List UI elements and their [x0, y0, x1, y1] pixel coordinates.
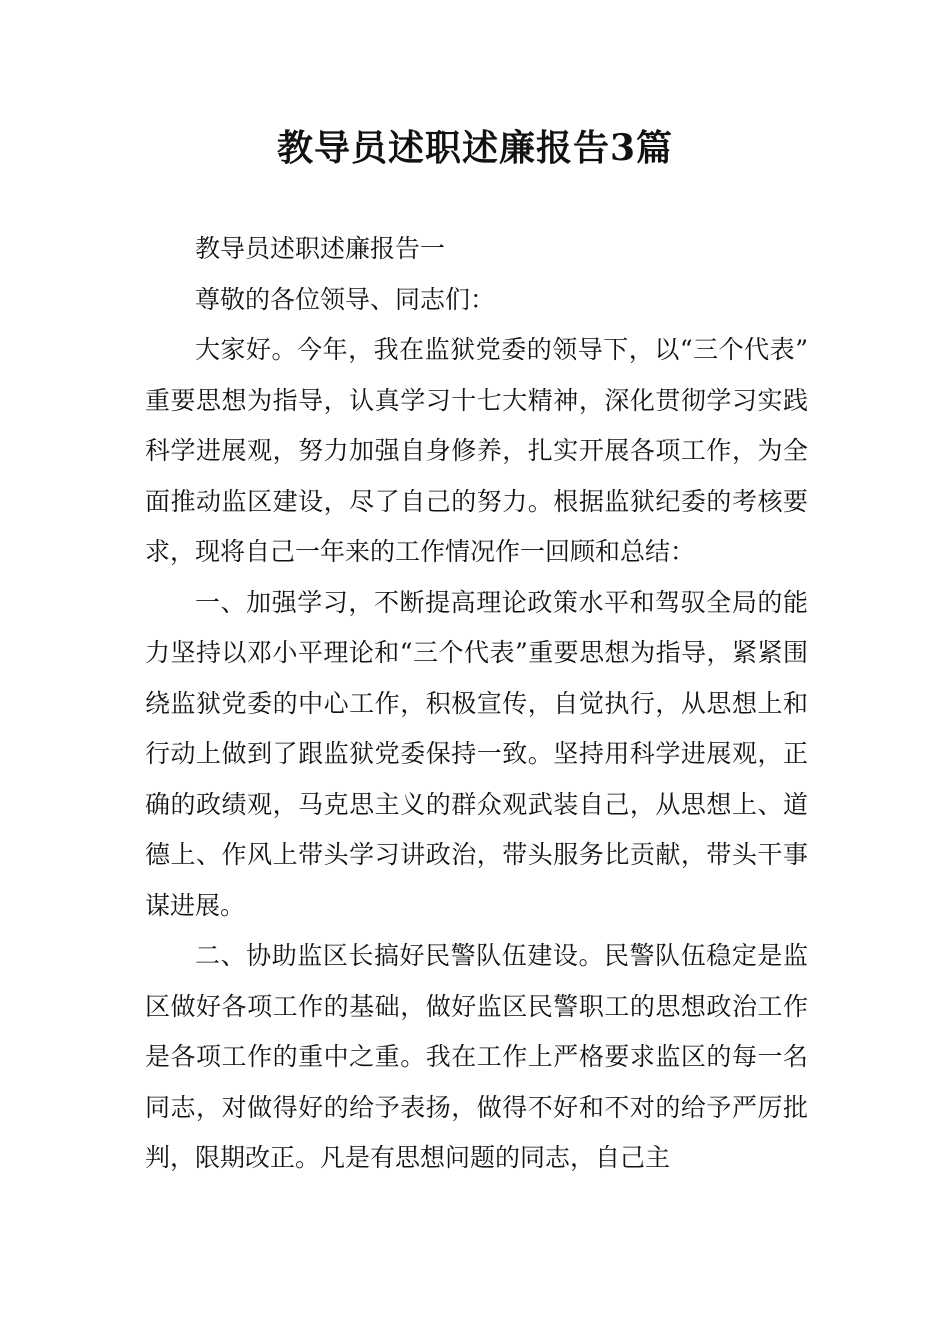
document-title: 教导员述职述廉报告3篇: [276, 127, 674, 169]
body-paragraph-study: 一、加强学习，不断提高理论政策水平和驾驭全局的能力坚持以邓小平理论和“三个代表”重要思想为指导，紧紧围绕监狱党委的中心工作，积极宣传，自觉执行，从思想上和行动上做到了跟监狱党委保持一致。坚持用科学进展观，正确的政绩观，马克思主义的群众观武装自己，从思想上、道德上、作风上带头学习讲政治，带头服务比贡献，带头干事谋进展。: [145, 587, 808, 920]
salutation: 尊敬的各位领导、同志们：: [195, 284, 496, 314]
document-body: [145, 224, 808, 1184]
body-paragraph-team: 二、协助监区长搞好民警队伍建设。民警队伍稳定是监区做好各项工作的基础，做好监区民警职工的思想政治工作是各项工作的重中之重。我在工作上严格要求监区的每一名同志，对做得好的给予表扬，做得不好和不对的给予严厉批判，限期改正。凡是有思想问题的同志，自己主: [145, 941, 808, 1172]
body-paragraph-intro: 大家好。今年，我在监狱党委的领导下，以“三个代表”重要思想为指导，认真学习十七大精神，深化贯彻学习实践科学进展观，努力加强自身修养，扎实开展各项工作，为全面推动监区建设，尽了自己的努力。根据监狱纪委的考核要求，现将自己一年来的工作情况作一回顾和总结：: [145, 335, 808, 566]
section-heading: 教导员述职述廉报告一: [195, 234, 446, 263]
